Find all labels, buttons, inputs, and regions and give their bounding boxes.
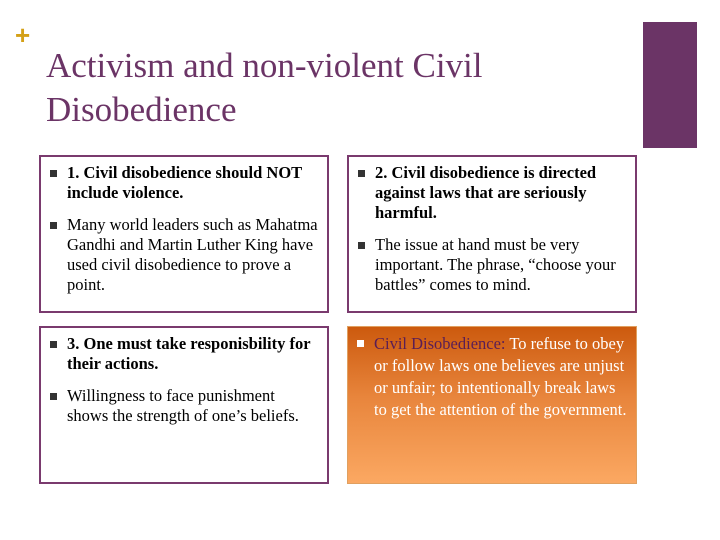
- definition-term: Civil Disobedience:: [374, 334, 506, 353]
- square-bullet-icon: [50, 341, 57, 348]
- point-1-body-text: Many world leaders such as Mahatma Gandhi and Martin Luther King have used civil disobedience to prove a point.: [67, 215, 318, 294]
- definition-box: [347, 326, 637, 484]
- point-1-body: [49, 215, 319, 295]
- square-bullet-icon: [50, 393, 57, 400]
- point-box-2: [347, 155, 637, 313]
- plus-icon: +: [15, 20, 31, 50]
- slide-title: Activism and non-violent Civil Disobedience: [46, 46, 483, 129]
- point-3-body: [49, 386, 319, 426]
- square-bullet-icon: [358, 170, 365, 177]
- point-1-heading-text: 1. Civil disobedience should NOT include violence.: [67, 163, 302, 202]
- square-bullet-icon: [358, 242, 365, 249]
- point-3-heading-text: 3. One must take responisbility for their actions.: [67, 334, 311, 373]
- point-3-heading: [49, 334, 319, 374]
- point-2-heading: [357, 163, 627, 223]
- accent-bar: [643, 22, 697, 148]
- definition-item: [356, 333, 628, 421]
- point-box-3: [39, 326, 329, 484]
- point-box-1: [39, 155, 329, 313]
- square-bullet-icon: [50, 170, 57, 177]
- point-3-body-text: Willingness to face punishment shows the strength of one’s beliefs.: [67, 386, 299, 425]
- square-bullet-icon: [50, 222, 57, 229]
- point-2-body: [357, 235, 627, 295]
- point-1-heading: [49, 163, 319, 203]
- point-2-body-text: The issue at hand must be very important. The phrase, “choose your battles” comes to mind.: [375, 235, 616, 294]
- square-bullet-icon: [357, 340, 364, 347]
- point-2-heading-text: 2. Civil disobedience is directed against laws that are seriously harmful.: [375, 163, 597, 222]
- definition-text: To refuse to obey or follow laws one believes are unjust or unfair; to intentionally break laws to get the attention of the government.: [374, 334, 627, 419]
